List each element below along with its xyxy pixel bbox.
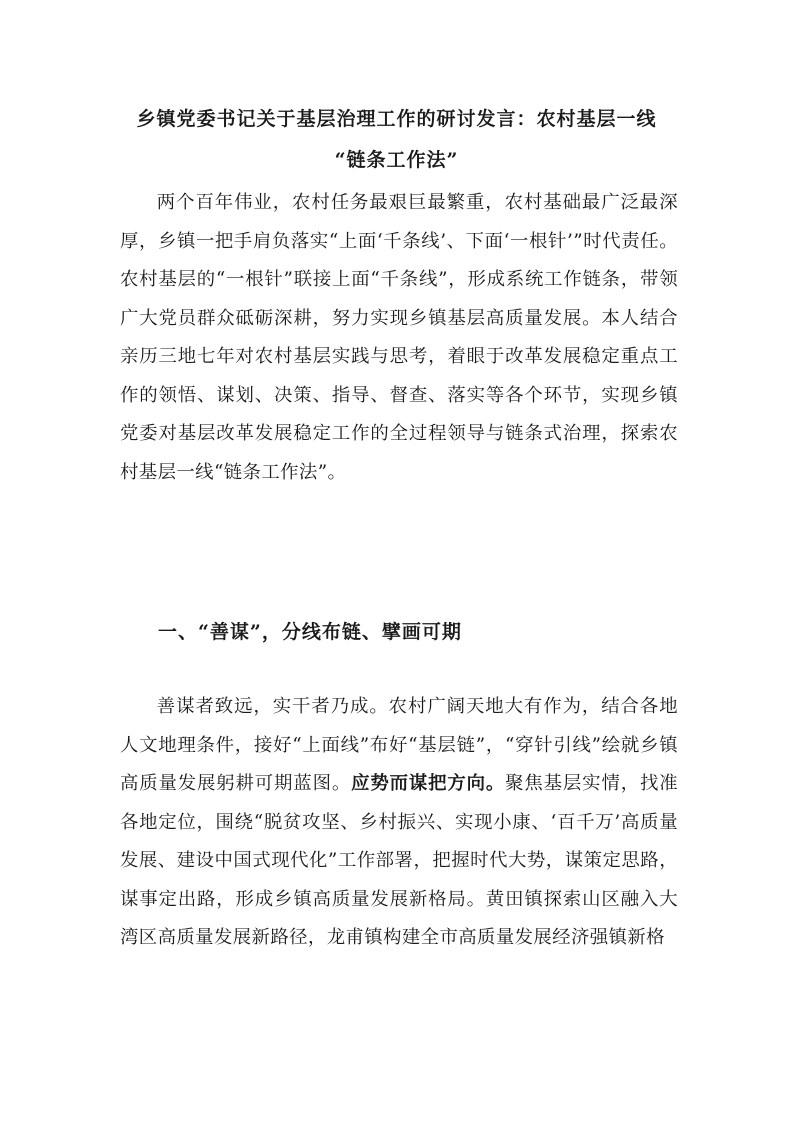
section1-paragraph — [120, 688, 678, 958]
section1-paragraph-bold: 应势而谋把方向。 — [351, 773, 506, 794]
section1-paragraph-text2: 聚焦基层实情，找准各地定位，围绕“脱贫攻坚、乡村振兴、实现小康、‘百千万’高质量发展、建设中国式现代化”工作部署，把握时代大势，谋策定思路，谋事定出路，形成乡镇高质量发展新格局。黄田镇探索山区融入大湾区高质量发展新路径，龙甫镇构建全市高质量发展经济强镇新格 — [120, 773, 678, 948]
section1-paragraph-text1: 善谋者致远，实干者乃成。农村广阔天地大有作为，结合各地人文地理条件，接好“上面线”布好“基层链”，“穿针引线”绘就乡镇高质量发展躬耕可期蓝图。 — [120, 696, 678, 794]
section1-heading: 一、“善谋”，分线布链、擘画可期 — [158, 621, 462, 643]
document-title-line1: 乡镇党委书记关于基层治理工作的研讨发言：农村基层一线 — [136, 108, 657, 130]
document-title-line2: “链条工作法” — [334, 149, 459, 171]
intro-paragraph: 两个百年伟业，农村任务最艰巨最繁重，农村基础最广泛最深厚，乡镇一把手肩负落实“上面‘千条线’、下面‘一根针’”时代责任。农村基层的“一根针”联接上面“千条线”，形成系统工作链条，带领广大党员群众砥砺深耕，努力实现乡镇基层高质量发展。本人结合亲历三地七年对农村基层实践与思考，着眼于改革发展稳定重点工作的领悟、谋划、决策、指导、督查、落实等各个环节，实现乡镇党委对基层改革发展稳定工作的全过程领导与链条式治理，探索农村基层一线“链条工作法”。 — [120, 192, 678, 483]
